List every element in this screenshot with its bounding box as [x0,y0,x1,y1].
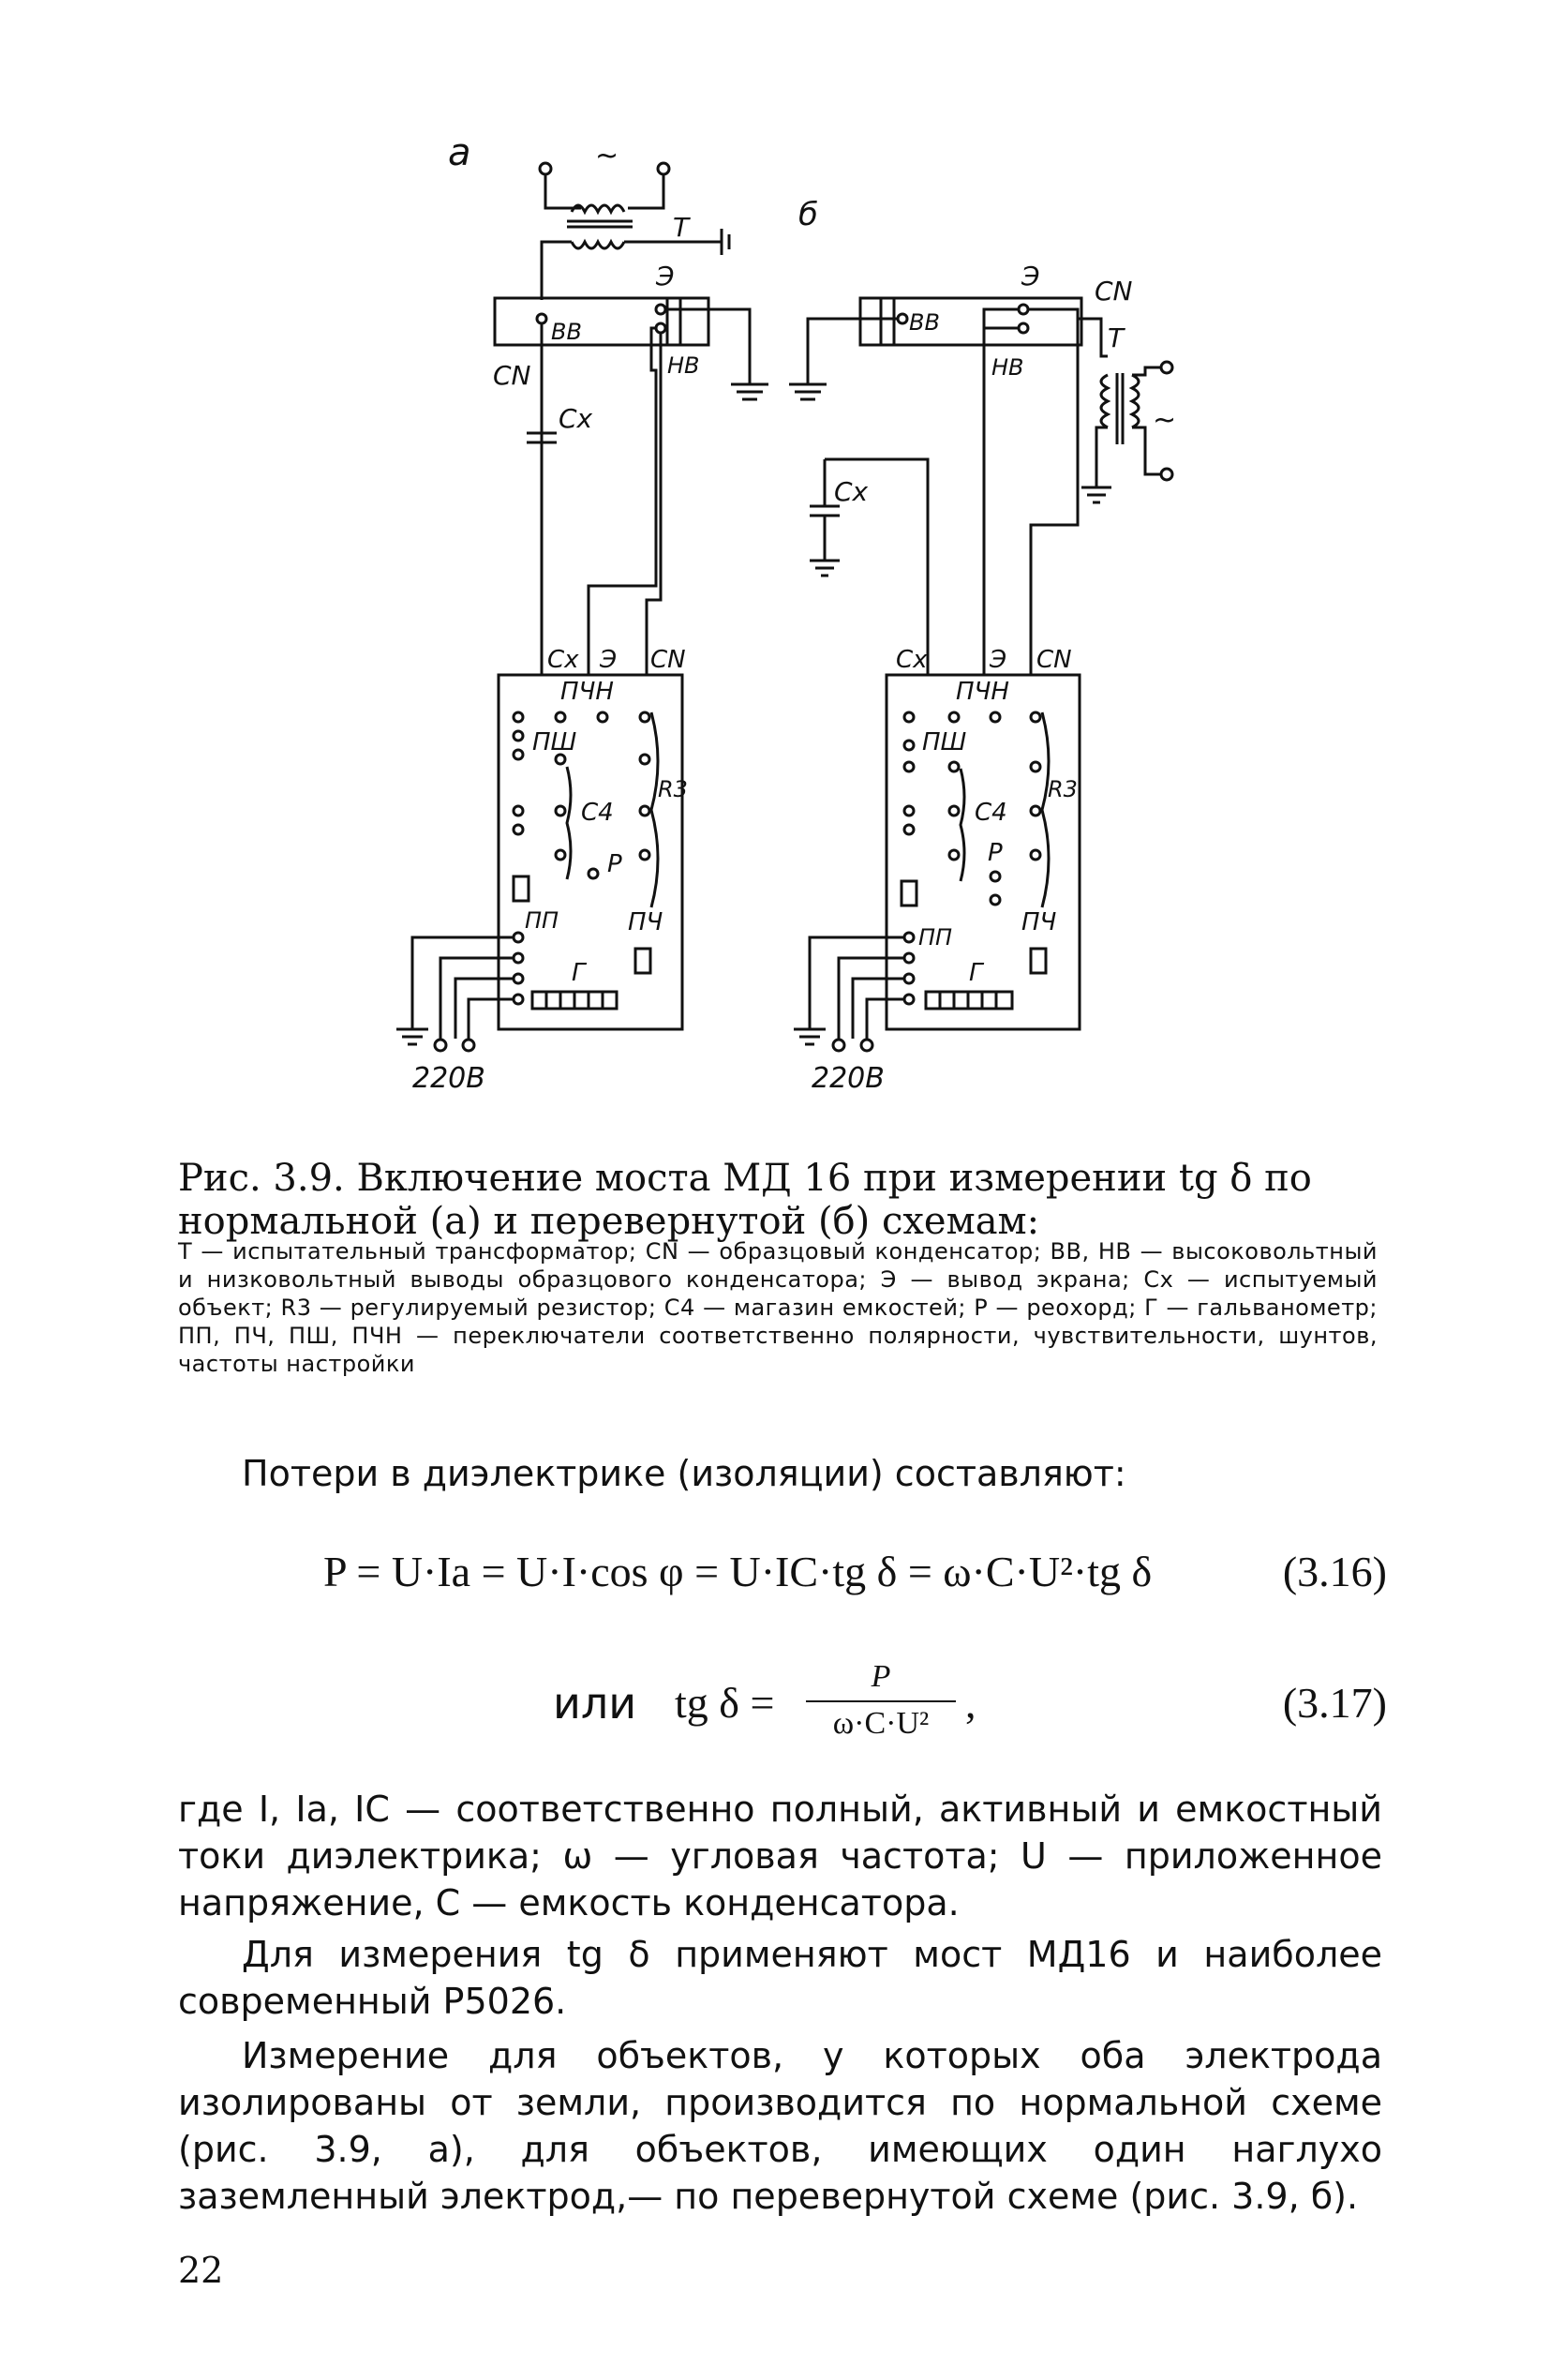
equation-3-16-body: P = U·Iа = U·I·cos φ = U·IC·tg δ = ω·C·U²·tg δ [323,1548,1153,1595]
a-Cx-label: Cx [559,403,593,434]
a-Cx-terminal-label: Cx [547,646,579,674]
page-number: 22 [178,2250,224,2291]
b-E-label: Э [1021,261,1040,292]
equation-3-17-prefix: или [553,1678,637,1729]
a-R3-label: R3 [658,776,688,802]
equation-3-17-fraction [806,1659,956,1742]
paragraph-schemes: Измерение для объектов, у которых оба электрода изолированы от земли, производится по нормальной схеме (рис. 3.9, а), для объектов, имеющих один наглухо заземленный электрод,— по перевернутой схеме (рис. 3.9, б). [178,2035,1382,2217]
paragraph-definitions: где I, Iа, IC — соответственно полный, активный и емкостный токи диэлектрика; ω — угловая частота; U — приложенное напряжение, C — емкость конденсатора. [178,1789,1382,1923]
a-PSh-label: ПШ [532,728,577,756]
panel-a-schematic [396,163,768,1051]
equation-3-17-comma: , [965,1679,976,1727]
b-Cx-terminal-label: Cx [896,646,928,674]
paragraph-instruments: Для измерения tg δ применяют мост МД16 и наиболее современный Р5026. [178,1934,1382,2022]
a-NV-label: НВ [667,352,700,379]
a-G-label: Г [572,959,586,987]
equation-3-16-number: (3.16) [1282,1548,1387,1595]
fraction-denominator: ω·C·U² [832,1706,930,1741]
b-CN-terminal-label: CN [1036,646,1072,674]
a-tilde-label: ~ [595,140,619,172]
a-VV-label: ВВ [551,319,582,345]
b-tilde-label: ~ [1153,404,1177,437]
b-PChN-label: ПЧН [956,678,1009,706]
b-T-label: T [1108,322,1125,353]
b-E-terminal-label: Э [990,646,1007,674]
a-C4-label: C4 [581,799,614,827]
intro-paragraph: Потери в диэлектрике (изоляции) составляют: [242,1453,1126,1494]
panel-a-label: а [448,131,471,174]
equation-3-17-number: (3.17) [1282,1679,1387,1727]
a-PChN-label: ПЧН [560,678,614,706]
b-G-label: Г [969,959,983,987]
equation-3-17-lhs: tg δ = [675,1679,775,1727]
figure-caption-title: Рис. 3.9. Включение моста МД 16 при измерении tg δ по нормальной (а) и перевернутой (б) схемам: [178,1157,1312,1243]
b-NV-label: НВ [991,354,1024,381]
a-CN-terminal-label: CN [650,646,686,674]
figure-caption-legend: Т — испытательный трансформатор; CN — образцовый конденсатор; ВВ, НВ — высоковольтный и низковольтный выводы образцового конденсатора; Э — вывод экрана; Cx — испытуемый объект; R3 — регулируемый резистор; C4 — магазин емкостей; Р — реохорд; Г — гальванометр; ПП, ПЧ, ПШ, ПЧН — переключатели соответственно полярности, чувствительности, шунтов, частоты настройки [178,1238,1378,1377]
b-voltage-label: 220В [812,1062,885,1095]
panel-b-label: б [798,196,818,233]
a-T-label: T [673,212,690,243]
circuit-figure [0,0,1550,1125]
b-PCh-label: ПЧ [1021,908,1057,936]
a-E-terminal-label: Э [600,646,618,674]
b-Cx-label: Cx [834,476,869,507]
equation-3-17 [553,1659,1387,1772]
fraction-numerator: P [871,1659,891,1694]
fraction-bar [806,1700,956,1702]
a-E-label: Э [656,261,675,292]
a-PP-label: ПП [525,907,559,934]
b-PSh-label: ПШ [922,728,967,756]
b-C4-label: C4 [975,799,1007,827]
a-voltage-label: 220В [412,1062,485,1095]
b-CN-label: CN [1095,276,1133,307]
b-VV-label: ВВ [909,309,940,336]
a-PCh-label: ПЧ [628,908,663,936]
equation-3-16 [323,1547,1387,1596]
a-CN-label: CN [493,360,531,391]
b-PP-label: ПП [918,924,953,951]
b-P-label: Р [988,839,1003,867]
a-P-label: Р [607,850,622,878]
panel-b-schematic [789,298,1172,1051]
b-R3-label: R3 [1048,776,1078,802]
